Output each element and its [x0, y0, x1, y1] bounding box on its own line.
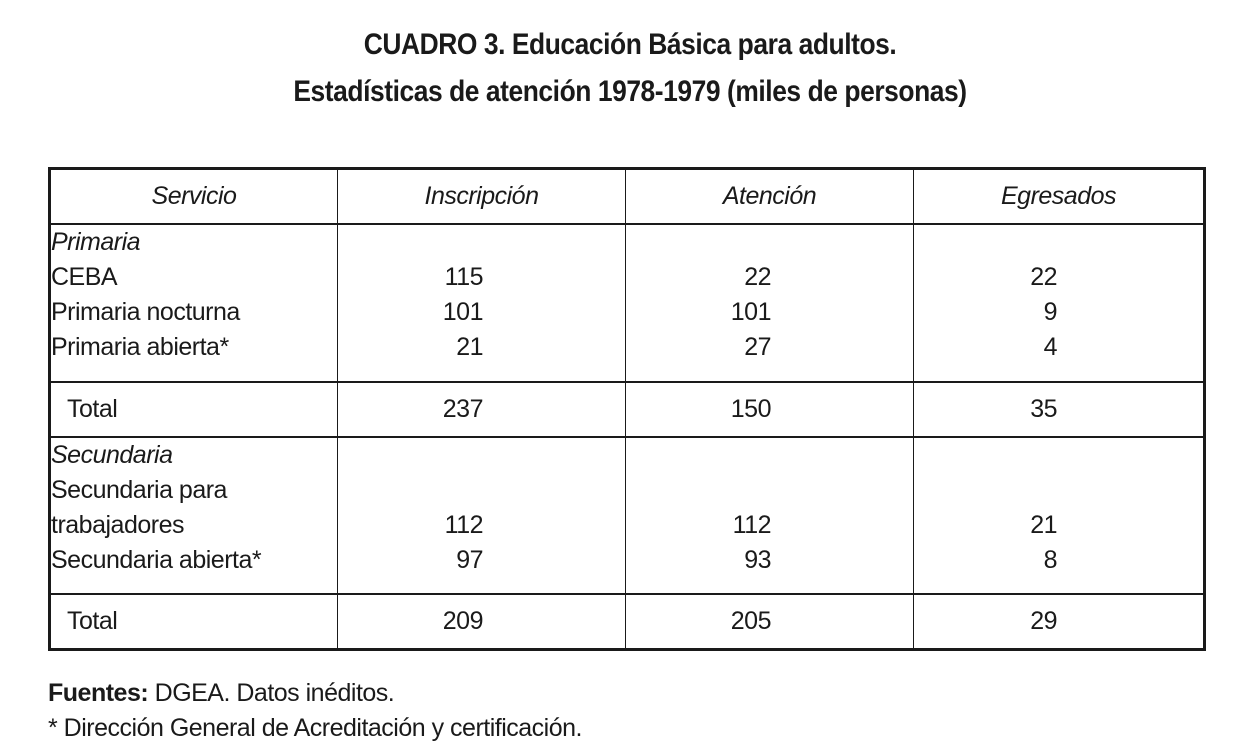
cell-value: 21 — [1030, 510, 1057, 539]
secundaria-group-row — [50, 437, 1205, 595]
cell-value: 4 — [1043, 333, 1057, 361]
footnote-note: * Dirección General de Acreditación y certificación. — [48, 714, 582, 742]
primaria-labels — [50, 224, 338, 382]
total-value: 35 — [914, 382, 1205, 437]
cell-value: 97 — [456, 545, 483, 574]
secundaria-total-row — [50, 594, 1205, 650]
table-header-row — [50, 169, 1205, 225]
header-servicio: Servicio — [50, 169, 338, 225]
row-label: CEBA — [51, 263, 118, 291]
statistics-table — [48, 167, 1206, 651]
sources-line — [48, 676, 582, 711]
total-value: 29 — [914, 594, 1205, 650]
cell-value: 112 — [444, 510, 483, 539]
sources-text: DGEA. Datos inéditos. — [148, 679, 395, 707]
cell-value: 115 — [444, 263, 483, 291]
row-label: Secundaria para — [51, 475, 227, 504]
table-title-line1: CUADRO 3. Educación Básica para adultos. — [363, 28, 897, 61]
footnotes — [48, 676, 582, 746]
header-inscripcion: Inscripción — [338, 169, 626, 225]
cell-value: 9 — [1043, 298, 1057, 326]
header-atencion: Atención — [626, 169, 914, 225]
header-egresados: Egresados — [914, 169, 1205, 225]
total-value: 209 — [338, 594, 626, 650]
row-label: Primaria abierta* — [51, 333, 229, 361]
cell-value: 112 — [732, 510, 771, 539]
primaria-group-row — [50, 224, 1205, 382]
secundaria-atencion — [626, 437, 914, 595]
total-label: Total — [50, 382, 338, 437]
cell-value: 101 — [442, 298, 483, 326]
cell-value: 101 — [730, 298, 771, 326]
cell-value: 21 — [456, 333, 483, 361]
secundaria-inscripcion — [338, 437, 626, 595]
secundaria-labels — [50, 437, 338, 595]
primaria-egresados — [914, 224, 1205, 382]
group-title-primaria: Primaria — [51, 228, 141, 256]
row-label: Primaria nocturna — [51, 298, 240, 326]
cell-value: 22 — [1030, 263, 1057, 291]
sources-label: Fuentes: — [48, 679, 149, 707]
row-label: Secundaria abierta* — [51, 545, 262, 574]
cell-value: 22 — [744, 263, 771, 291]
primaria-total-row — [50, 382, 1205, 437]
total-value: 150 — [626, 382, 914, 437]
primaria-atencion — [626, 224, 914, 382]
row-label: trabajadores — [51, 510, 184, 539]
total-value: 205 — [626, 594, 914, 650]
cell-value: 8 — [1043, 545, 1057, 574]
cell-value: 27 — [744, 333, 771, 361]
group-title-secundaria: Secundaria — [51, 440, 173, 469]
table-title-line2: Estadísticas de atención 1978-1979 (miles de personas) — [293, 75, 967, 108]
total-value: 237 — [338, 382, 626, 437]
primaria-inscripcion — [338, 224, 626, 382]
secundaria-egresados — [914, 437, 1205, 595]
total-label: Total — [50, 594, 338, 650]
cell-value: 93 — [744, 545, 771, 574]
